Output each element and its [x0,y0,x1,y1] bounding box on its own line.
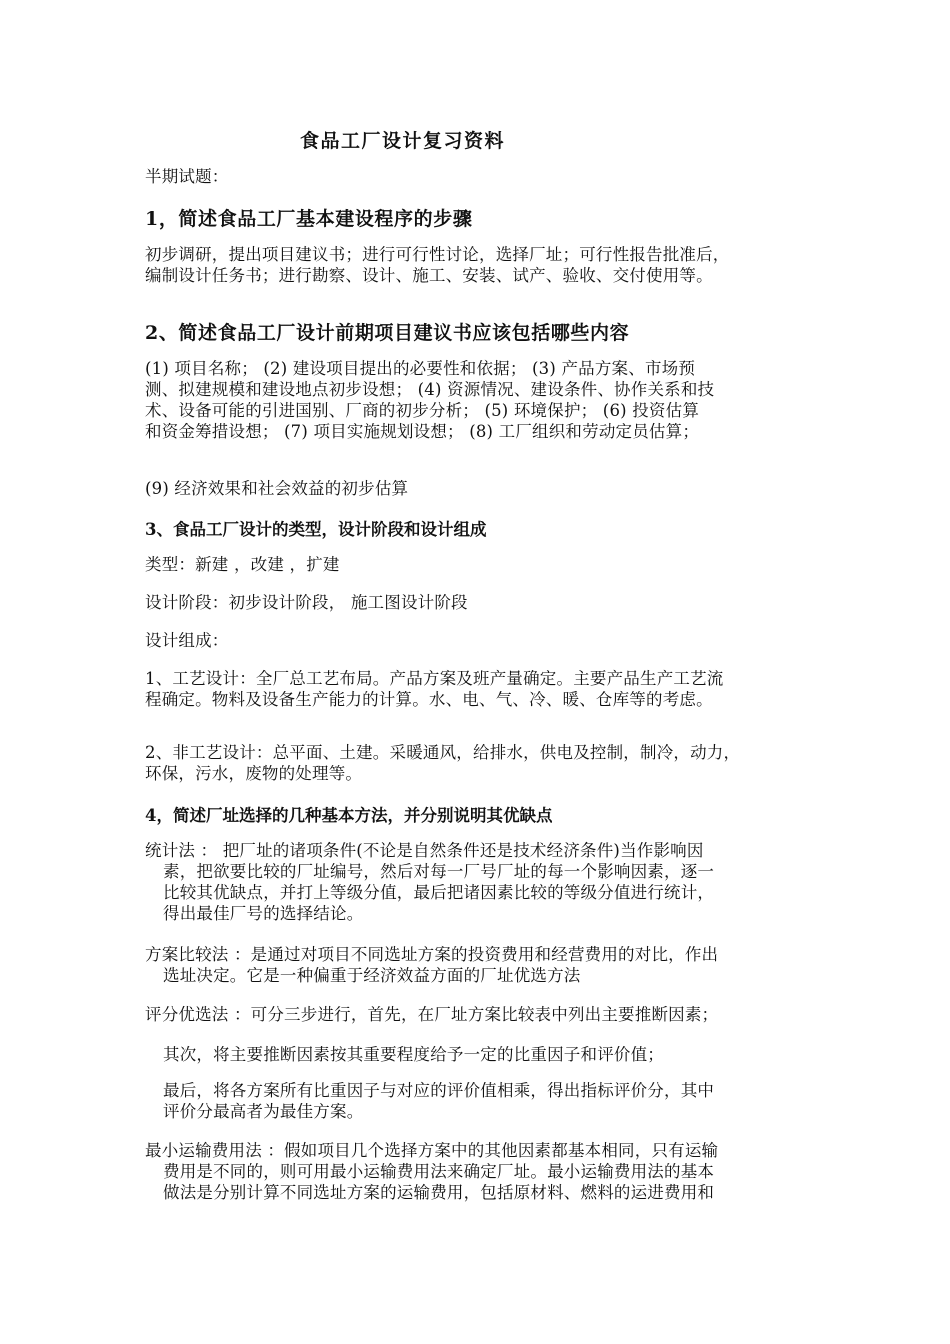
q3-types: 类型：新建 ，改建 ，扩建 [145,555,340,574]
q1-answer [145,244,825,286]
text-line: 做法是分别计算不同选址方案的运输费用，包括原材料、燃料的运进费用和 [163,1183,715,1202]
q3-stages: 设计阶段：初步设计阶段， 施工图设计阶段 [145,593,468,612]
text-line: 编制设计任务书；进行勘察、设计、施工、安装、试产、验收、交付使用等。 [145,266,713,285]
q4-heading: 4，简述厂址选择的几种基本方法，并分别说明其优缺点 [145,806,553,825]
text-line: 术、设备可能的引进国别、厂商的初步分析； (5) 环境保护； (6) 投资估算 [145,401,700,420]
text-line: 选址决定。它是一种偏重于经济效益方面的厂址优选方法 [163,966,581,985]
q4-scoring-step-2: 其次，将主要推断因素按其重要程度给予一定的比重因子和评价值； [163,1045,664,1064]
text-line: 环保，污水，废物的处理等。 [145,764,363,783]
text-line: 评价分最高者为最佳方案。 [163,1102,364,1121]
q4-scoring-step-3 [145,1080,843,1122]
text-line: (1) 项目名称； (2) 建设项目提出的必要性和依据； (3) 产品方案、市场预 [145,359,696,378]
q4-comparison-method [145,944,825,986]
text-line: 费用是不同的，则可用最小运输费用法来确定厂址。最小运输费用法的基本 [163,1162,715,1181]
q2-heading: 2、简述食品工厂设计前期项目建议书应该包括哪些内容 [145,322,630,344]
q3-composition: 设计组成： [145,631,229,650]
text-line: 比较其优缺点，并打上等级分值，最后把诸因素比较的等级分值进行统计， [163,883,715,902]
text-line: 1、工艺设计：全厂总工艺布局。产品方案及班产量确定。主要产品生产工艺流 [145,669,724,688]
text-line: 素，把欲要比较的厂址编号，然后对每一厂号厂址的每一个影响因素，逐一 [163,862,715,881]
text-line: 得出最佳厂号的选择结论。 [163,904,364,923]
text-line: 程确定。物料及设备生产能力的计算。水、电、气、冷、暖、仓库等的考虑。 [145,690,713,709]
q2-answer [145,358,825,442]
text-line: 方案比较法 ：是通过对项目不同选址方案的投资费用和经营费用的对比，作出 [145,945,719,964]
q4-statistical-method [145,840,825,924]
q4-scoring-method: 评分优选法 ：可分三步进行，首先，在厂址方案比较表中列出主要推断因素； [145,1005,719,1024]
text-line: 和资金筹措设想； (7) 项目实施规划设想； (8) 工厂组织和劳动定员估算； [145,422,700,441]
q1-heading: 1，简述食品工厂基本建设程序的步骤 [145,208,473,230]
q3-item-2 [145,742,825,784]
text-line: 统计法 ： 把厂址的诸项条件(不论是自然条件还是技术经济条件)当作影响因 [145,841,704,860]
q3-heading: 3、食品工厂设计的类型，设计阶段和设计组成 [145,520,487,539]
text-line: 最后，将各方案所有比重因子与对应的评价值相乘，得出指标评价分，其中 [163,1081,715,1100]
text-line: 2、非工艺设计：总平面、土建。采暖通风，给排水，供电及控制，制冷，动力， [145,743,741,762]
q3-item-1 [145,668,825,710]
q4-transport-method [145,1140,825,1203]
text-line: 最小运输费用法 ：假如项目几个选择方案中的其他因素都基本相同，只有运输 [145,1141,719,1160]
subtitle: 半期试题： [145,167,229,186]
text-line: 测、拟建规模和建设地点初步设想； (4) 资源情况、建设条件、协作关系和技 [145,380,715,399]
document-title: 食品工厂设计复习资料 [300,130,506,152]
text-line: 初步调研，提出项目建议书；进行可行性讨论，选择厂址；可行性报告批准后， [145,245,730,264]
q2-last-item: (9) 经济效果和社会效益的初步估算 [145,479,409,498]
